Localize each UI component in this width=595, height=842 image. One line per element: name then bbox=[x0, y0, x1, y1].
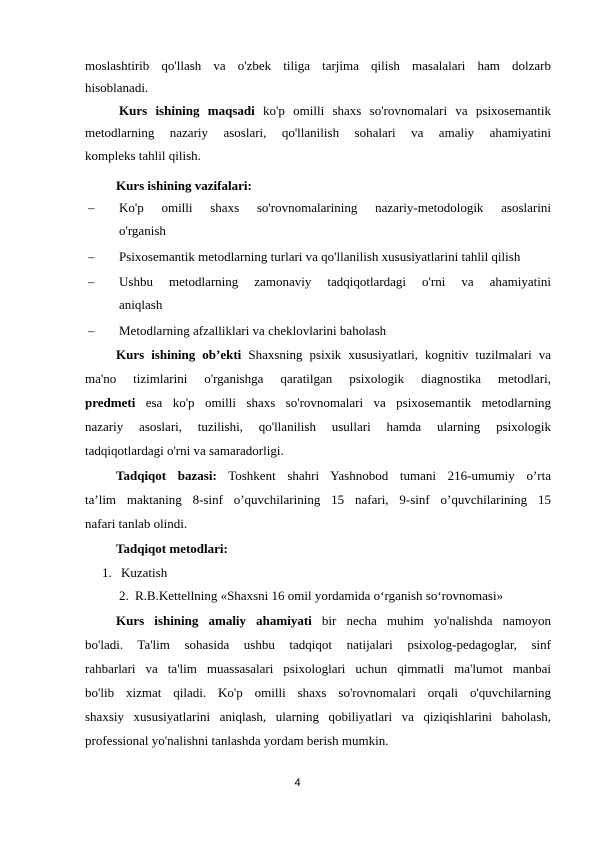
aim-paragraph-line bbox=[119, 102, 551, 120]
paragraph-line: ma'no tizimlarini o'rganishga qaratilgan psixologik diagnostika metodlari, bbox=[85, 371, 551, 386]
object-text: Shaxsning psixik xususiyatlari, kognitiv tuzilmalari va bbox=[241, 347, 551, 362]
significance-paragraph-line bbox=[116, 612, 551, 630]
task-item-1: Ko'p omilli shaxs so'rovnomalarining nazariy-metodologik asoslarini bbox=[119, 200, 551, 215]
list-bullet: – bbox=[88, 200, 95, 215]
paragraph-line: nazariy asoslari, tuzilishi, qo'llanilish usullari hamda ularning psixologik bbox=[85, 419, 551, 434]
method-item-2: R.B.Kettellning «Shaxsni 16 omil yordamida o‘rganish so‘rovnomasi» bbox=[135, 588, 504, 603]
paragraph-line: bo'lib xizmat qiladi. Ko'p omilli shaxs so'rovnomalari orqali o'quvchilarning bbox=[85, 685, 551, 700]
significance-label: Kurs ishining amaliy ahamiyati bbox=[116, 613, 312, 628]
paragraph-line: bo'ladi. Ta'lim sohasida ushbu tadqiqot natijalari psixolog-pedagoglar, sinf bbox=[85, 637, 551, 652]
method-item-1: Kuzatish bbox=[121, 565, 168, 580]
tasks-heading: Kurs ishining vazifalari: bbox=[116, 178, 252, 193]
subject-text: esa ko'p omilli shaxs so'rovnomalari va psixosemantik metodlarning bbox=[135, 395, 551, 410]
paragraph-line: tadqiqotlardagi o'rni va samaradorligi. bbox=[85, 443, 284, 458]
methods-heading: Tadqiqot metodlari: bbox=[116, 541, 228, 556]
paragraph-line: shaxsiy xususiyatlarini aniqlash, ularning qobiliyatlari va qiziqishlarini baholash, bbox=[85, 709, 551, 724]
significance-text: bir necha muhim yo'nalishda namoyon bbox=[311, 613, 552, 628]
base-text: Toshkent shahri Yashnobod tumani 216-umumiy o’rta bbox=[216, 468, 551, 483]
aim-text: ko'p omilli shaxs so'rovnomalari va psixosemantik bbox=[254, 103, 551, 118]
list-bullet: – bbox=[88, 274, 95, 289]
subject-label: predmeti bbox=[85, 395, 136, 410]
paragraph-line: rahbarlari va ta'lim muassasalari psixologlari uchun qimmatli ma'lumot manbai bbox=[85, 661, 551, 676]
base-label: Tadqiqot bazasi: bbox=[116, 468, 217, 483]
paragraph-line: professional yo'nalishni tanlashda yordam berish mumkin. bbox=[85, 733, 389, 748]
aim-label: Kurs ishining maqsadi bbox=[119, 103, 255, 118]
paragraph-line: hisoblanadi. bbox=[85, 80, 149, 95]
task-item-2: Psixosemantik metodlarning turlari va qo'llanilish xususiyatlarini tahlil qilish bbox=[119, 249, 521, 264]
task-item-1-cont: o'rganish bbox=[119, 223, 166, 238]
list-bullet: – bbox=[88, 323, 95, 338]
paragraph-line: kompleks tahlil qilish. bbox=[85, 148, 201, 163]
task-item-3-cont: aniqlash bbox=[119, 297, 163, 312]
task-item-3: Ushbu metodlarning zamonaviy tadqiqotlardagi o'rni va ahamiyatini bbox=[119, 274, 551, 289]
method-number: 2. bbox=[119, 588, 129, 603]
base-paragraph-line bbox=[116, 467, 551, 485]
paragraph-line: ta’lim maktaning 8-sinf o’quvchilarining 15 nafari, 9-sinf o’quvchilarining 15 bbox=[85, 492, 551, 507]
subject-paragraph-line bbox=[85, 394, 551, 412]
list-bullet: – bbox=[88, 249, 95, 264]
task-item-4: Metodlarning afzalliklari va cheklovlarini baholash bbox=[119, 323, 387, 338]
object-label: Kurs ishining ob’ekti bbox=[116, 347, 242, 362]
paragraph-line: moslashtirib qo'llash va o'zbek tiliga tarjima qilish masalalari ham dolzarb bbox=[85, 58, 551, 73]
method-number: 1. bbox=[102, 565, 112, 580]
paragraph-line: metodlarning nazariy asoslari, qo'llanilish sohalari va amaliy ahamiyatini bbox=[85, 125, 551, 140]
page-number: 4 bbox=[294, 777, 301, 789]
object-paragraph-line bbox=[116, 346, 551, 364]
paragraph-line: nafari tanlab olindi. bbox=[85, 516, 188, 531]
